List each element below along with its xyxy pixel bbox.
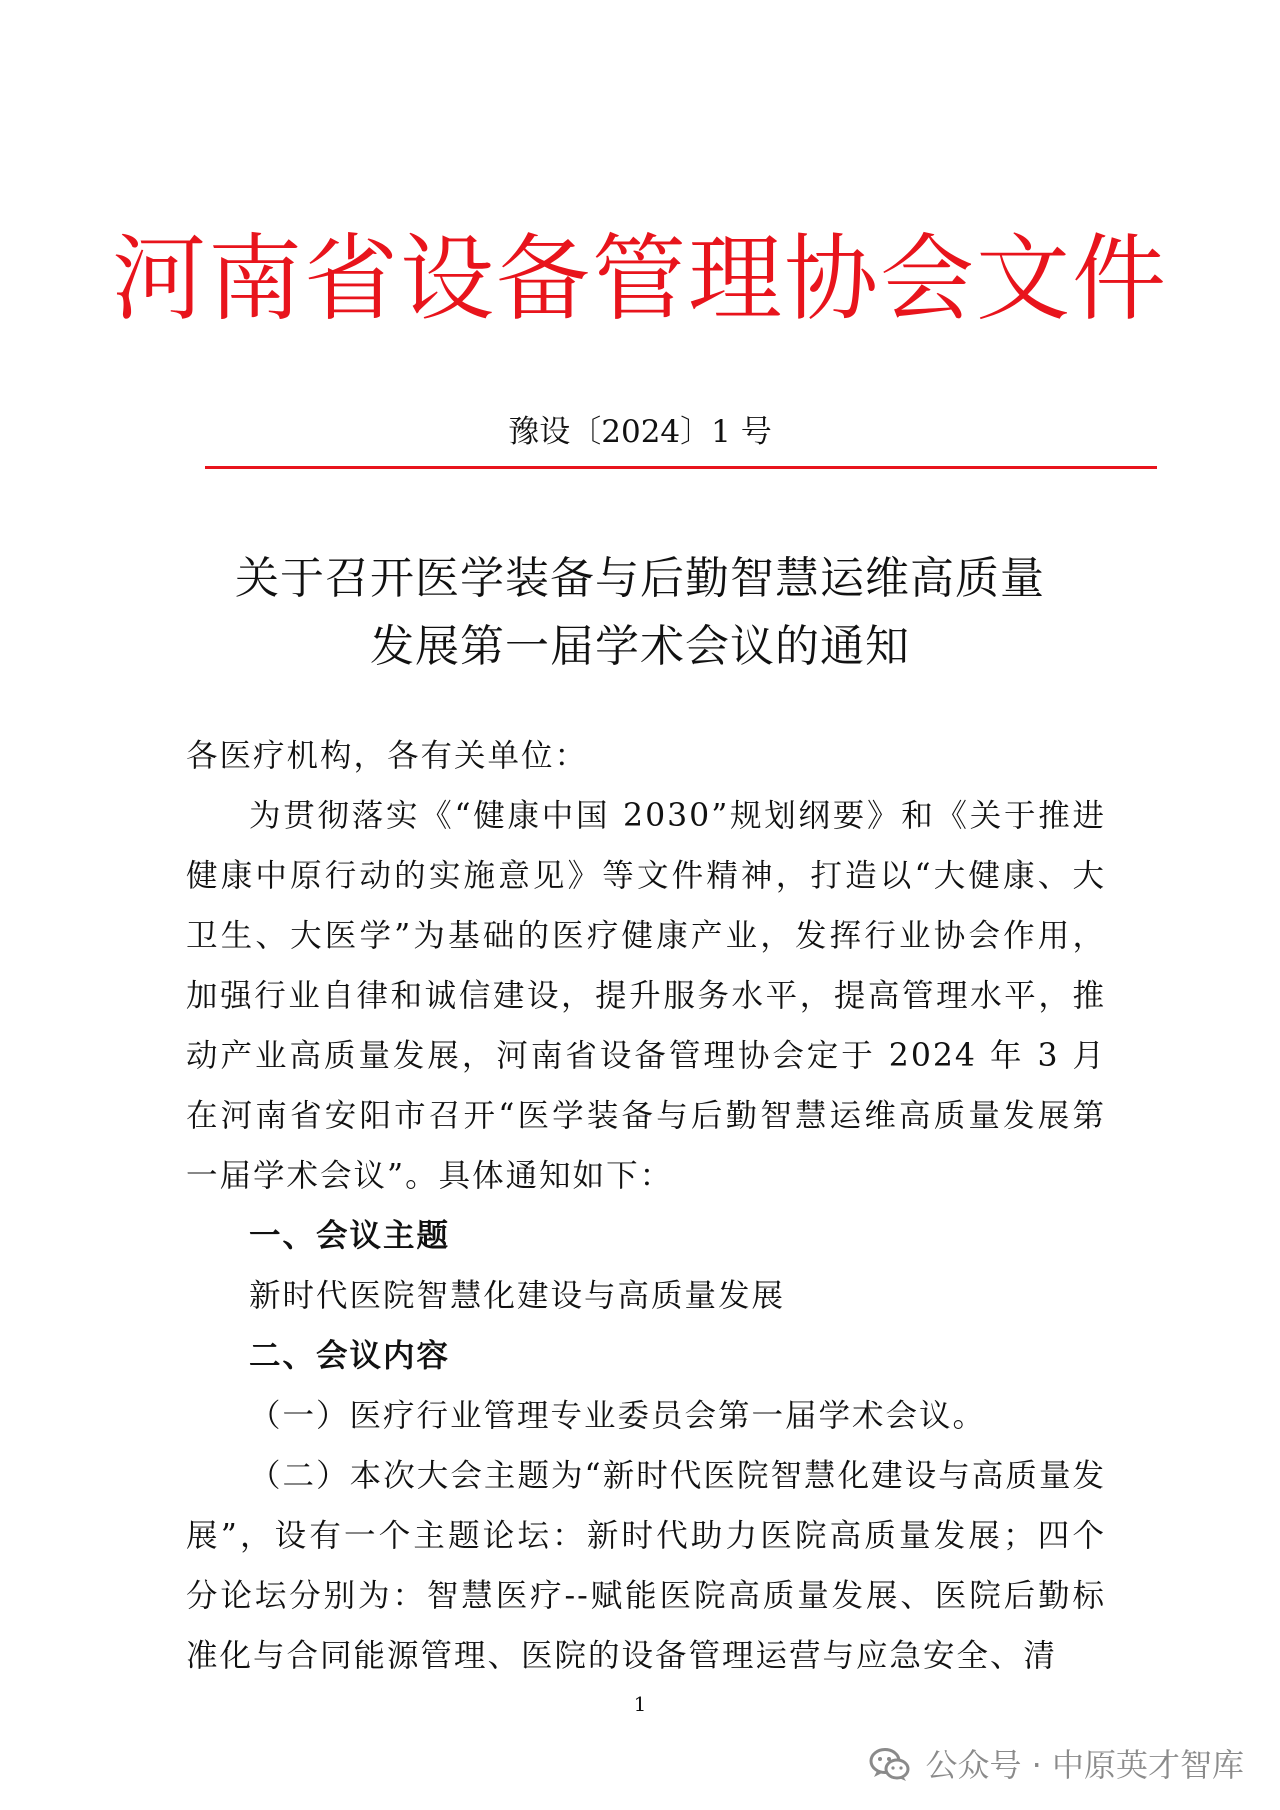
wechat-icon — [869, 1747, 911, 1783]
document-number: 豫设〔2024〕1 号 — [508, 414, 772, 450]
watermark — [869, 1743, 1244, 1787]
watermark-text: 公众号 · 中原英才智库 — [925, 1746, 1244, 1784]
section-2-item-2: （二）本次大会主题为“新时代医院智慧化建设与高质量发展”，设有一个主题论坛：新时代助力医院高质量发展；四个分论坛分别为：智慧医疗--赋能医院高质量发展、医院后勤标准化与合同能源管理、医院的设备管理运营与应急安全、清 — [186, 1458, 1106, 1674]
section-1-heading: 一、会议主题 — [249, 1218, 451, 1254]
section-1-text: 新时代医院智慧化建设与高质量发展 — [249, 1278, 786, 1314]
notice-title-line-2: 发展第一届学术会议的通知 — [370, 621, 910, 672]
document-header-title: 河南省设备管理协会文件 — [111, 225, 1168, 334]
section-2-heading: 二、会议内容 — [249, 1338, 451, 1374]
intro-paragraph: 为贯彻落实《“健康中国 2030”规划纲要》和《关于推进健康中原行动的实施意见》等文件精神，打造以“大健康、大卫生、大医学”为基础的医疗健康产业，发挥行业协会作用，加强行业自律和诚信建设，提升服务水平，提高管理水平，推动产业高质量发展，河南省设备管理协会定于 2024 年 3 月在河南省安阳市召开“医学装备与后勤智慧运维高质量发展第一届学术会议”。具体通知如下： — [186, 798, 1106, 1194]
notice-title — [0, 545, 1280, 681]
salutation: 各医疗机构，各有关单位： — [186, 738, 589, 774]
page-number: 1 — [633, 1692, 647, 1716]
notice-body — [186, 726, 1106, 1686]
notice-title-line-1: 关于召开医学装备与后勤智慧运维高质量 — [235, 553, 1045, 604]
section-2-item-1: （一）医疗行业管理专业委员会第一届学术会议。 — [249, 1398, 987, 1434]
header-divider — [205, 466, 1157, 469]
